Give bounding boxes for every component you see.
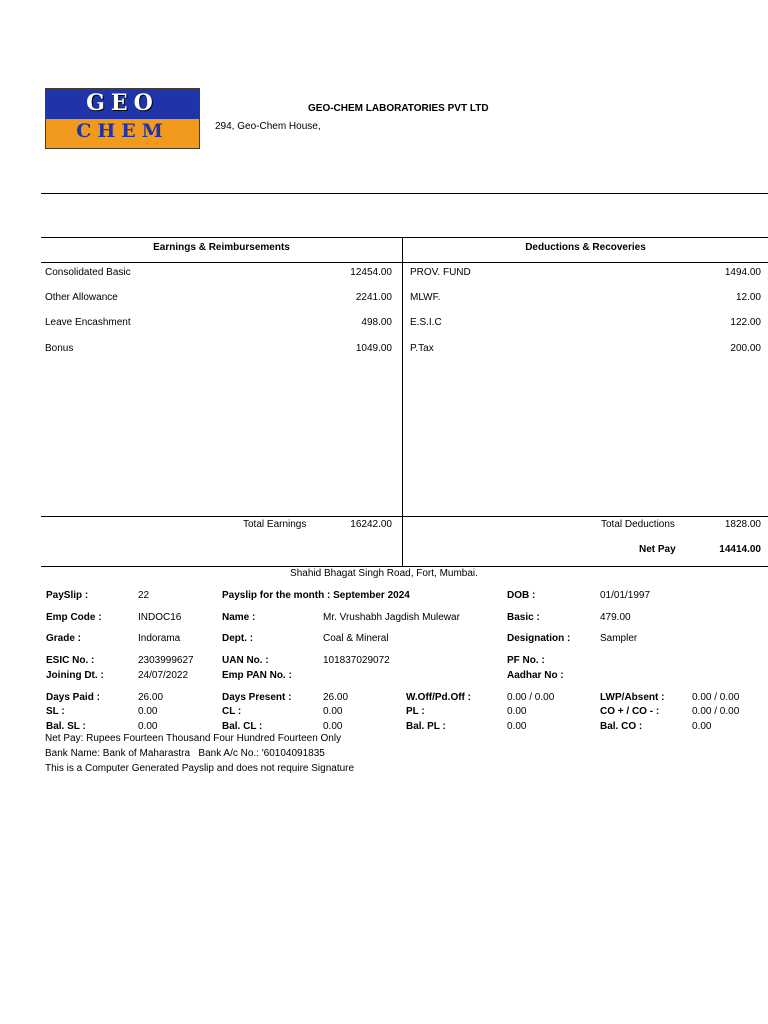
grade-label: Grade :	[46, 633, 82, 644]
earning-amount: 1049.00	[355, 343, 392, 354]
dob-value: 01/01/1997	[600, 590, 651, 601]
deduction-amount: 12.00	[735, 292, 761, 303]
deduction-label: E.S.I.C	[410, 317, 442, 328]
company-logo	[45, 88, 200, 149]
joining-value: 24/07/2022	[138, 670, 189, 681]
payslip-month: Payslip for the month : September 2024	[222, 590, 410, 601]
total-deductions-label: Total Deductions	[601, 519, 675, 530]
name-value: Mr. Vrushabh Jagdish Mulewar	[323, 612, 460, 623]
bal-cl-value: 0.00	[323, 721, 343, 732]
earning-label: Consolidated Basic	[45, 267, 131, 278]
esic-label: ESIC No. :	[46, 655, 95, 666]
earning-label: Bonus	[45, 343, 74, 354]
grade-value: Indorama	[138, 633, 181, 644]
aadhar-label: Aadhar No :	[507, 670, 564, 681]
company-address-line2: Shahid Bhagat Singh Road, Fort, Mumbai.	[290, 568, 478, 579]
days-paid-label: Days Paid :	[46, 692, 100, 703]
logo-text-chem: CHEM	[76, 120, 169, 142]
woff-value: 0.00 / 0.00	[507, 692, 555, 703]
deduction-label: P.Tax	[410, 343, 434, 354]
basic-label: Basic :	[507, 612, 540, 623]
deductions-header: Deductions & Recoveries	[525, 242, 646, 253]
lwp-value: 0.00 / 0.00	[692, 692, 740, 703]
pf-label: PF No. :	[507, 655, 545, 666]
co-value: 0.00 / 0.00	[692, 706, 740, 717]
bal-co-value: 0.00	[692, 721, 712, 732]
deduction-amount: 1494.00	[724, 267, 761, 278]
emp-code-value: INDOC16	[138, 612, 182, 623]
sl-value: 0.00	[138, 706, 158, 717]
total-earnings-value: 16242.00	[350, 519, 392, 530]
total-deductions-value: 1828.00	[724, 519, 761, 530]
days-paid-value: 26.00	[138, 692, 164, 703]
designation-value: Sampler	[600, 633, 638, 644]
pl-label: PL :	[406, 706, 425, 717]
bal-cl-label: Bal. CL :	[222, 721, 263, 732]
net-pay-label: Net Pay	[639, 544, 676, 555]
table-items-border	[41, 516, 768, 517]
bank-details: Bank Name: Bank of Maharastra Bank A/c No.: '60104091835	[45, 748, 325, 759]
pl-value: 0.00	[507, 706, 527, 717]
dob-label: DOB :	[507, 590, 536, 601]
company-address-line1: 294, Geo-Chem House,	[215, 121, 321, 132]
deduction-label: PROV. FUND	[410, 267, 471, 278]
bal-pl-label: Bal. PL :	[406, 721, 446, 732]
bal-sl-label: Bal. SL :	[46, 721, 86, 732]
dept-value: Coal & Mineral	[323, 633, 389, 644]
earnings-header: Earnings & Reimbursements	[153, 242, 290, 253]
dept-label: Dept. :	[222, 633, 254, 644]
uan-label: UAN No. :	[222, 655, 269, 666]
computer-generated-note: This is a Computer Generated Payslip and does not require Signature	[45, 763, 355, 774]
earning-label: Leave Encashment	[45, 317, 131, 328]
total-earnings-label: Total Earnings	[243, 519, 307, 530]
earning-label: Other Allowance	[45, 292, 118, 303]
payslip-value: 22	[138, 590, 150, 601]
deduction-label: MLWF.	[410, 292, 441, 303]
pan-label: Emp PAN No. :	[222, 670, 292, 681]
designation-label: Designation :	[507, 633, 571, 644]
name-label: Name :	[222, 612, 256, 623]
deduction-amount: 122.00	[730, 317, 761, 328]
net-pay-in-words: Net Pay: Rupees Fourteen Thousand Four Hundred Fourteen Only	[45, 733, 342, 744]
net-pay-value: 14414.00	[719, 544, 761, 555]
company-name: GEO-CHEM LABORATORIES PVT LTD	[308, 103, 489, 114]
table-top-border	[41, 237, 768, 238]
earning-amount: 498.00	[361, 317, 392, 328]
days-present-label: Days Present :	[222, 692, 292, 703]
payslip-label: PaySlip :	[46, 590, 89, 601]
sl-label: SL :	[46, 706, 65, 717]
woff-label: W.Off/Pd.Off :	[406, 692, 471, 703]
uan-value: 101837029072	[323, 655, 390, 666]
cl-label: CL :	[222, 706, 242, 717]
header-divider	[41, 193, 768, 194]
table-header-border	[41, 262, 768, 263]
table-column-divider	[402, 237, 403, 566]
cl-value: 0.00	[323, 706, 343, 717]
bal-sl-value: 0.00	[138, 721, 158, 732]
earning-amount: 12454.00	[350, 267, 392, 278]
joining-label: Joining Dt. :	[46, 670, 104, 681]
emp-code-label: Emp Code :	[46, 612, 102, 623]
deduction-amount: 200.00	[730, 343, 761, 354]
bal-pl-value: 0.00	[507, 721, 527, 732]
days-present-value: 26.00	[323, 692, 349, 703]
lwp-label: LWP/Absent :	[600, 692, 665, 703]
table-bottom-border	[41, 566, 768, 567]
esic-value: 2303999627	[138, 655, 194, 666]
co-label: CO + / CO - :	[600, 706, 660, 717]
bal-co-label: Bal. CO :	[600, 721, 643, 732]
logo-text-geo: GEO	[86, 90, 159, 116]
earning-amount: 2241.00	[355, 292, 392, 303]
basic-value: 479.00	[600, 612, 631, 623]
